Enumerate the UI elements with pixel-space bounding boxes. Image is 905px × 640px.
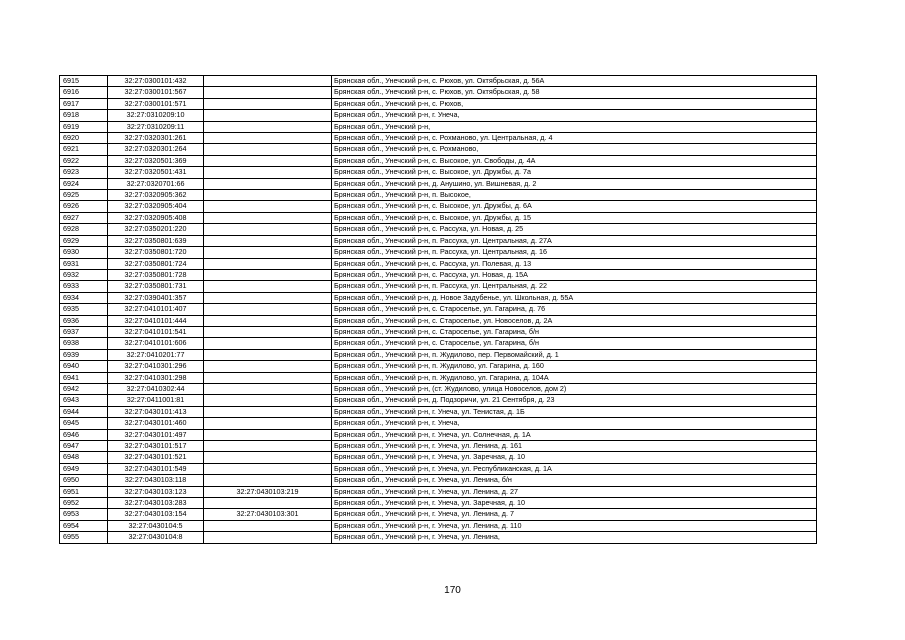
table-row [60, 395, 817, 406]
linked-cadastral-number-cell [204, 235, 332, 246]
cadastral-number-cell: 32:27:0410301:298 [108, 372, 204, 383]
linked-cadastral-number-cell [204, 441, 332, 452]
cadastral-number-cell: 32:27:0430101:549 [108, 463, 204, 474]
row-number-cell: 6950 [60, 475, 108, 486]
table-row [60, 418, 817, 429]
table-row [60, 292, 817, 303]
table-row [60, 281, 817, 292]
address-cell: Брянская обл., Унечский р-н, с. Рохманово, ул. Центральная, д. 4 [332, 133, 817, 144]
cadastral-number-cell: 32:27:0310209:11 [108, 121, 204, 132]
cadastral-number-cell: 32:27:0410302:44 [108, 383, 204, 394]
cadastral-number-cell: 32:27:0410101:541 [108, 326, 204, 337]
table-row [60, 247, 817, 258]
cadastral-number-cell: 32:27:0320501:369 [108, 155, 204, 166]
cadastral-number-cell: 32:27:0310209:10 [108, 110, 204, 121]
address-cell: Брянская обл., Унечский р-н, с. Рассуха, ул. Новая, д. 15А [332, 269, 817, 280]
linked-cadastral-number-cell [204, 532, 332, 543]
address-cell: Брянская обл., Унечский р-н, г. Унеча, ул. Ленина, д. 7 [332, 509, 817, 520]
address-cell: Брянская обл., Унечский р-н, с. Высокое, ул. Свободы, д. 4А [332, 155, 817, 166]
table-row [60, 224, 817, 235]
row-number-cell: 6951 [60, 486, 108, 497]
cadastral-number-cell: 32:27:0350801:724 [108, 258, 204, 269]
cadastral-number-cell: 32:27:0320905:408 [108, 212, 204, 223]
linked-cadastral-number-cell [204, 452, 332, 463]
table-row [60, 498, 817, 509]
table-row [60, 76, 817, 87]
row-number-cell: 6940 [60, 361, 108, 372]
linked-cadastral-number-cell [204, 247, 332, 258]
table-row [60, 372, 817, 383]
cadastral-number-cell: 32:27:0410101:407 [108, 304, 204, 315]
table-row [60, 201, 817, 212]
cadastral-number-cell: 32:27:0430101:413 [108, 406, 204, 417]
table-row [60, 133, 817, 144]
linked-cadastral-number-cell [204, 133, 332, 144]
address-cell: Брянская обл., Унечский р-н, д. Анушино, ул. Вишневая, д. 2 [332, 178, 817, 189]
linked-cadastral-number-cell [204, 212, 332, 223]
address-cell: Брянская обл., Унечский р-н, п. Рассуха, ул. Центральная, д. 22 [332, 281, 817, 292]
row-number-cell: 6945 [60, 418, 108, 429]
linked-cadastral-number-cell [204, 349, 332, 360]
linked-cadastral-number-cell [204, 429, 332, 440]
row-number-cell: 6916 [60, 87, 108, 98]
linked-cadastral-number-cell [204, 463, 332, 474]
address-cell: Брянская обл., Унечский р-н, п. Рассуха, ул. Центральная, д. 16 [332, 247, 817, 258]
table-row [60, 144, 817, 155]
address-cell: Брянская обл., Унечский р-н, (ст. Жудилово, улица Новоселов, дом 2) [332, 383, 817, 394]
address-cell: Брянская обл., Унечский р-н, с. Высокое, ул. Дружбы, д. 7а [332, 167, 817, 178]
table-row [60, 406, 817, 417]
row-number-cell: 6954 [60, 520, 108, 531]
row-number-cell: 6949 [60, 463, 108, 474]
row-number-cell: 6921 [60, 144, 108, 155]
row-number-cell: 6932 [60, 269, 108, 280]
row-number-cell: 6939 [60, 349, 108, 360]
linked-cadastral-number-cell [204, 178, 332, 189]
linked-cadastral-number-cell [204, 201, 332, 212]
cadastral-number-cell: 32:27:0390401:357 [108, 292, 204, 303]
linked-cadastral-number-cell [204, 167, 332, 178]
cadastral-number-cell: 32:27:0410301:296 [108, 361, 204, 372]
row-number-cell: 6955 [60, 532, 108, 543]
row-number-cell: 6953 [60, 509, 108, 520]
cadastral-number-cell: 32:27:0300101:571 [108, 98, 204, 109]
table-row [60, 452, 817, 463]
linked-cadastral-number-cell [204, 475, 332, 486]
table-row [60, 349, 817, 360]
row-number-cell: 6920 [60, 133, 108, 144]
row-number-cell: 6926 [60, 201, 108, 212]
linked-cadastral-number-cell [204, 98, 332, 109]
address-cell: Брянская обл., Унечский р-н, с. Рюхов, [332, 98, 817, 109]
cadastral-number-cell: 32:27:0430104:5 [108, 520, 204, 531]
address-cell: Брянская обл., Унечский р-н, с. Рюхов, ул. Октябрьская, д. 58 [332, 87, 817, 98]
table-row [60, 235, 817, 246]
address-cell: Брянская обл., Унечский р-н, д. Подзоричи, ул. 21 Сентября, д. 23 [332, 395, 817, 406]
address-cell: Брянская обл., Унечский р-н, г. Унеча, [332, 418, 817, 429]
linked-cadastral-number-cell [204, 304, 332, 315]
cadastral-number-cell: 32:27:0350201:220 [108, 224, 204, 235]
table-row [60, 429, 817, 440]
address-cell: Брянская обл., Унечский р-н, с. Рохманово, [332, 144, 817, 155]
row-number-cell: 6934 [60, 292, 108, 303]
cadastral-number-cell: 32:27:0320301:264 [108, 144, 204, 155]
cadastral-number-cell: 32:27:0410101:606 [108, 338, 204, 349]
address-cell: Брянская обл., Унечский р-н, с. Старосельe, ул. Новоселов, д. 2А [332, 315, 817, 326]
linked-cadastral-number-cell [204, 76, 332, 87]
address-cell: Брянская обл., Унечский р-н, п. Жудилово, ул. Гагарина, д. 104А [332, 372, 817, 383]
linked-cadastral-number-cell [204, 144, 332, 155]
table-row [60, 121, 817, 132]
address-cell: Брянская обл., Унечский р-н, г. Унеча, ул. Республиканская, д. 1А [332, 463, 817, 474]
linked-cadastral-number-cell [204, 281, 332, 292]
table-row [60, 486, 817, 497]
cadastral-number-cell: 32:27:0430104:8 [108, 532, 204, 543]
address-cell: Брянская обл., Унечский р-н, с. Рассуха, ул. Полевая, д. 13 [332, 258, 817, 269]
address-cell: Брянская обл., Унечский р-н, г. Унеча, ул. Заречная, д. 10 [332, 498, 817, 509]
row-number-cell: 6919 [60, 121, 108, 132]
address-cell: Брянская обл., Унечский р-н, с. Рассуха, ул. Новая, д. 25 [332, 224, 817, 235]
linked-cadastral-number-cell [204, 110, 332, 121]
row-number-cell: 6941 [60, 372, 108, 383]
cadastral-number-cell: 32:27:0320905:404 [108, 201, 204, 212]
cadastral-number-cell: 32:27:0320905:362 [108, 190, 204, 201]
linked-cadastral-number-cell: 32:27:0430103:219 [204, 486, 332, 497]
row-number-cell: 6928 [60, 224, 108, 235]
cadastral-number-cell: 32:27:0430101:460 [108, 418, 204, 429]
linked-cadastral-number-cell [204, 338, 332, 349]
row-number-cell: 6942 [60, 383, 108, 394]
address-cell: Брянская обл., Унечский р-н, г. Унеча, ул. Ленина, д. 110 [332, 520, 817, 531]
row-number-cell: 6948 [60, 452, 108, 463]
linked-cadastral-number-cell [204, 326, 332, 337]
linked-cadastral-number-cell [204, 498, 332, 509]
table-row [60, 212, 817, 223]
address-cell: Брянская обл., Унечский р-н, г. Унеча, ул. Солнечная, д. 1А [332, 429, 817, 440]
address-cell: Брянская обл., Унечский р-н, г. Унеча, ул. Ленина, б/н [332, 475, 817, 486]
row-number-cell: 6922 [60, 155, 108, 166]
linked-cadastral-number-cell: 32:27:0430103:301 [204, 509, 332, 520]
address-cell: Брянская обл., Унечский р-н, г. Унеча, [332, 110, 817, 121]
cadastral-number-cell: 32:27:0350801:720 [108, 247, 204, 258]
linked-cadastral-number-cell [204, 315, 332, 326]
row-number-cell: 6917 [60, 98, 108, 109]
cadastral-number-cell: 32:27:0430103:154 [108, 509, 204, 520]
row-number-cell: 6933 [60, 281, 108, 292]
linked-cadastral-number-cell [204, 361, 332, 372]
cadastral-number-cell: 32:27:0300101:567 [108, 87, 204, 98]
cadastral-number-cell: 32:27:0320301:261 [108, 133, 204, 144]
address-cell: Брянская обл., Унечский р-н, г. Унеча, ул. Тенистая, д. 1Б [332, 406, 817, 417]
page-number: 170 [444, 585, 461, 596]
row-number-cell: 6923 [60, 167, 108, 178]
cadastral-number-cell: 32:27:0350801:639 [108, 235, 204, 246]
linked-cadastral-number-cell [204, 258, 332, 269]
table-row [60, 338, 817, 349]
row-number-cell: 6936 [60, 315, 108, 326]
table-row [60, 383, 817, 394]
property-register-table [59, 75, 817, 544]
linked-cadastral-number-cell [204, 224, 332, 235]
register-table-body [60, 76, 817, 544]
address-cell: Брянская обл., Унечский р-н, п. Рассуха, ул. Центральная, д. 27А [332, 235, 817, 246]
address-cell: Брянская обл., Унечский р-н, [332, 121, 817, 132]
table-row [60, 361, 817, 372]
table-row [60, 441, 817, 452]
table-row [60, 509, 817, 520]
address-cell: Брянская обл., Унечский р-н, г. Унеча, ул. Ленина, [332, 532, 817, 543]
address-cell: Брянская обл., Унечский р-н, г. Унеча, ул. Ленина, д. 161 [332, 441, 817, 452]
address-cell: Брянская обл., Унечский р-н, с. Старосельe, ул. Гагарина, б/н [332, 338, 817, 349]
linked-cadastral-number-cell [204, 406, 332, 417]
cadastral-number-cell: 32:27:0350801:731 [108, 281, 204, 292]
cadastral-number-cell: 32:27:0410201:77 [108, 349, 204, 360]
address-cell: Брянская обл., Унечский р-н, с. Рюхов, ул. Октябрьская, д. 56А [332, 76, 817, 87]
row-number-cell: 6930 [60, 247, 108, 258]
linked-cadastral-number-cell [204, 395, 332, 406]
linked-cadastral-number-cell [204, 190, 332, 201]
row-number-cell: 6924 [60, 178, 108, 189]
address-cell: Брянская обл., Унечский р-н, г. Унеча, ул. Заречная, д. 10 [332, 452, 817, 463]
table-row [60, 258, 817, 269]
table-row [60, 167, 817, 178]
cadastral-number-cell: 32:27:0320501:431 [108, 167, 204, 178]
address-cell: Брянская обл., Унечский р-н, с. Старосельe, ул. Гагарина, д. 76 [332, 304, 817, 315]
address-cell: Брянская обл., Унечский р-н, г. Унеча, ул. Ленина, д. 27 [332, 486, 817, 497]
linked-cadastral-number-cell [204, 520, 332, 531]
address-cell: Брянская обл., Унечский р-н, п. Жудилово, пер. Первомайский, д. 1 [332, 349, 817, 360]
cadastral-number-cell: 32:27:0430103:283 [108, 498, 204, 509]
cadastral-number-cell: 32:27:0411001:81 [108, 395, 204, 406]
table-row [60, 304, 817, 315]
address-cell: Брянская обл., Унечский р-н, д. Новое Задубенье, ул. Школьная, д. 55А [332, 292, 817, 303]
cadastral-number-cell: 32:27:0430103:118 [108, 475, 204, 486]
address-cell: Брянская обл., Унечский р-н, с. Высокое, ул. Дружбы, д. 15 [332, 212, 817, 223]
table-row [60, 269, 817, 280]
cadastral-number-cell: 32:27:0430101:497 [108, 429, 204, 440]
linked-cadastral-number-cell [204, 269, 332, 280]
row-number-cell: 6931 [60, 258, 108, 269]
linked-cadastral-number-cell [204, 292, 332, 303]
table-row [60, 87, 817, 98]
table-row [60, 475, 817, 486]
cadastral-number-cell: 32:27:0430101:517 [108, 441, 204, 452]
linked-cadastral-number-cell [204, 155, 332, 166]
row-number-cell: 6927 [60, 212, 108, 223]
cadastral-number-cell: 32:27:0300101:432 [108, 76, 204, 87]
row-number-cell: 6918 [60, 110, 108, 121]
row-number-cell: 6946 [60, 429, 108, 440]
table-row [60, 463, 817, 474]
linked-cadastral-number-cell [204, 372, 332, 383]
row-number-cell: 6944 [60, 406, 108, 417]
row-number-cell: 6935 [60, 304, 108, 315]
table-row [60, 98, 817, 109]
table-row [60, 190, 817, 201]
address-cell: Брянская обл., Унечский р-н, с. Старосельe, ул. Гагарина, б/н [332, 326, 817, 337]
linked-cadastral-number-cell [204, 121, 332, 132]
address-cell: Брянская обл., Унечский р-н, с. Высокое, ул. Дружбы, д. 6А [332, 201, 817, 212]
linked-cadastral-number-cell [204, 383, 332, 394]
table-row [60, 315, 817, 326]
row-number-cell: 6938 [60, 338, 108, 349]
cadastral-number-cell: 32:27:0430101:521 [108, 452, 204, 463]
table-row [60, 326, 817, 337]
table-row [60, 520, 817, 531]
row-number-cell: 6925 [60, 190, 108, 201]
linked-cadastral-number-cell [204, 87, 332, 98]
row-number-cell: 6952 [60, 498, 108, 509]
table-row [60, 110, 817, 121]
row-number-cell: 6947 [60, 441, 108, 452]
row-number-cell: 6937 [60, 326, 108, 337]
table-row [60, 532, 817, 543]
table-row [60, 155, 817, 166]
row-number-cell: 6915 [60, 76, 108, 87]
cadastral-number-cell: 32:27:0410101:444 [108, 315, 204, 326]
address-cell: Брянская обл., Унечский р-н, п. Высокое, [332, 190, 817, 201]
cadastral-number-cell: 32:27:0320701:66 [108, 178, 204, 189]
linked-cadastral-number-cell [204, 418, 332, 429]
row-number-cell: 6943 [60, 395, 108, 406]
address-cell: Брянская обл., Унечский р-н, п. Жудилово, ул. Гагарина, д. 160 [332, 361, 817, 372]
row-number-cell: 6929 [60, 235, 108, 246]
cadastral-number-cell: 32:27:0350801:728 [108, 269, 204, 280]
cadastral-number-cell: 32:27:0430103:123 [108, 486, 204, 497]
table-row [60, 178, 817, 189]
